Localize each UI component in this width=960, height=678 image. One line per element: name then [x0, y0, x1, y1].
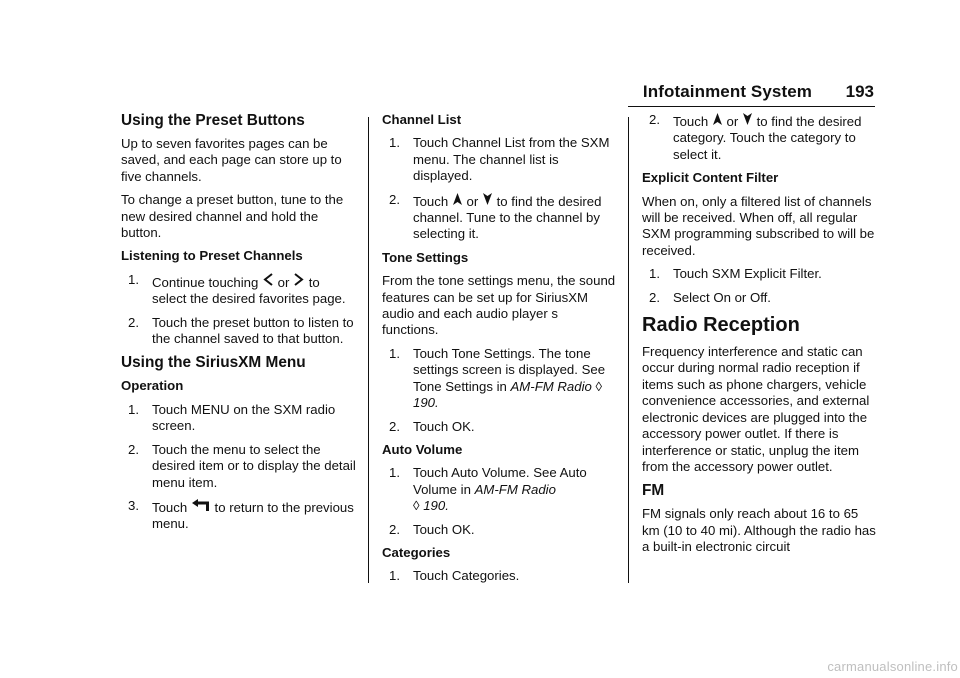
column-2: [382, 112, 618, 592]
fm-heading: FM: [642, 482, 665, 500]
explicit-paragraph: When on, only a filtered list of channels will be received. When off, all regular SXM programming subscribed to will be received.: [642, 193, 875, 258]
step-text: Touch: [152, 499, 188, 515]
page-ref[interactable]: 190: [413, 395, 436, 411]
step-text: Touch Auto Volume. See Auto Volume in: [413, 465, 587, 497]
up-arrow-icon: [712, 112, 723, 130]
page-ref-arrow: ◊: [595, 378, 603, 394]
step-number: 2.: [128, 441, 139, 457]
page-ref[interactable]: 190: [423, 498, 446, 514]
channel-step-1: [382, 135, 618, 184]
step-text: Touch Channel List from the SXM menu. The channel list is displayed.: [413, 135, 610, 184]
left-chevron-icon: [262, 272, 274, 291]
presets-paragraph-1: Up to seven favorites pages can be saved, and each page can store up to five channels.: [121, 136, 342, 184]
step-text: Touch OK.: [413, 521, 475, 537]
section-title: Infotainment System: [642, 82, 812, 101]
sentence-end: .: [445, 498, 449, 514]
cross-reference[interactable]: AM-FM Radio: [474, 481, 556, 497]
step-text: to select the desired favorites page.: [152, 274, 346, 307]
radio-reception-heading: Radio Reception: [642, 314, 800, 337]
step-number: 1.: [128, 271, 139, 287]
step-number: 2.: [649, 112, 660, 127]
listening-step-2: [121, 315, 357, 348]
page-ref-arrow: ◊: [413, 498, 420, 514]
explicit-filter-heading: Explicit Content Filter: [642, 170, 779, 186]
cross-reference[interactable]: AM-FM Radio: [510, 378, 592, 394]
column-3: [642, 112, 878, 563]
step-text: to return to the previous menu.: [152, 499, 354, 532]
page-number: 193: [845, 82, 874, 101]
column-1: [121, 112, 357, 540]
explicit-step-1: [642, 266, 878, 282]
radio-reception-paragraph: Frequency interference and static can occur during normal radio reception if items such as phone chargers, vehicle convenience accessories, and external electronic devices are plugged into the accessory power outlet. If there is interference or static, unplug the item from the accessory power outlet.: [642, 344, 870, 474]
step-text: Touch SXM Explicit Filter.: [673, 266, 822, 282]
listening-step-1: [121, 272, 357, 308]
categories-heading: Categories: [382, 544, 451, 560]
tone-paragraph: From the tone settings menu, the sound features can be set up for SiriusXM audio and each audio player s functions.: [382, 273, 616, 338]
step-text: Touch the menu to select the desired item or to display the detail menu item.: [152, 441, 356, 490]
back-arrow-icon: [191, 498, 211, 516]
step-text: Touch MENU on the SXM radio screen.: [152, 401, 336, 434]
step-text: Touch: [413, 193, 449, 209]
step-number: 2.: [389, 521, 400, 537]
step-text: Touch Categories.: [413, 568, 520, 584]
page-header: [0, 0, 960, 110]
tone-step-2: [382, 419, 618, 435]
step-text: Touch Tone Settings. The tone settings screen is displayed. See Tone Settings in: [413, 345, 606, 394]
step-number: 2.: [389, 191, 400, 207]
watermark: carmanualsonline.info: [827, 659, 958, 674]
explicit-step-2: [642, 290, 878, 306]
categories-step-2: [642, 112, 878, 163]
step-number: 1.: [389, 135, 400, 151]
step-number: 1.: [389, 568, 400, 584]
step-number: 3.: [128, 497, 139, 513]
tone-settings-heading: Tone Settings: [382, 249, 469, 265]
step-number: 2.: [128, 314, 139, 330]
step-text: Touch the preset button to listen to the channel saved to that button.: [152, 314, 354, 347]
step-number: 1.: [128, 401, 139, 417]
auto-step-1: [382, 465, 618, 514]
operation-step-1: [121, 402, 357, 435]
step-text: Touch OK.: [413, 418, 475, 434]
step-text-or: or: [726, 114, 739, 129]
step-number: 1.: [389, 465, 400, 481]
header-rule: [628, 106, 875, 107]
operation-heading: Operation: [121, 378, 184, 394]
step-text-or: or: [277, 274, 290, 290]
down-arrow-icon: [742, 112, 753, 130]
channel-list-heading: Channel List: [382, 112, 462, 127]
listening-preset-heading: Listening to Preset Channels: [121, 248, 303, 264]
auto-volume-heading: Auto Volume: [382, 441, 463, 457]
auto-step-2: [382, 522, 618, 538]
down-arrow-icon: [482, 192, 493, 210]
fm-paragraph: FM signals only reach about 16 to 65 km (10 to 40 mi). Although the radio has a built-in electronic circuit: [642, 506, 876, 555]
step-number: 2.: [649, 289, 660, 305]
right-chevron-icon: [293, 272, 305, 291]
channel-step-2: [382, 192, 618, 243]
step-number: 1.: [389, 345, 400, 361]
column-divider-1: [368, 117, 369, 583]
siriusxm-menu-heading: Using the SiriusXM Menu: [121, 354, 306, 372]
preset-buttons-heading: Using the Preset Buttons: [121, 112, 305, 129]
step-text: to find the desired channel. Tune to the channel by selecting it.: [413, 193, 602, 242]
step-text: Continue touching: [152, 274, 259, 290]
step-text: to find the desired category. Touch the category to select it.: [673, 114, 862, 162]
step-number: 1.: [649, 266, 660, 282]
step-text: Touch: [673, 114, 709, 129]
operation-step-2: [121, 442, 357, 491]
tone-step-1: [382, 346, 618, 412]
categories-step-1: [382, 568, 618, 584]
step-number: 2.: [389, 418, 400, 434]
step-text-or: or: [466, 193, 479, 209]
up-arrow-icon: [452, 192, 463, 210]
step-text: Select On or Off.: [673, 289, 771, 305]
operation-step-3: [121, 498, 357, 533]
presets-paragraph-2: To change a preset button, tune to the new desired channel and hold the button.: [121, 192, 344, 241]
sentence-end: .: [435, 395, 439, 411]
column-divider-2: [628, 117, 629, 583]
